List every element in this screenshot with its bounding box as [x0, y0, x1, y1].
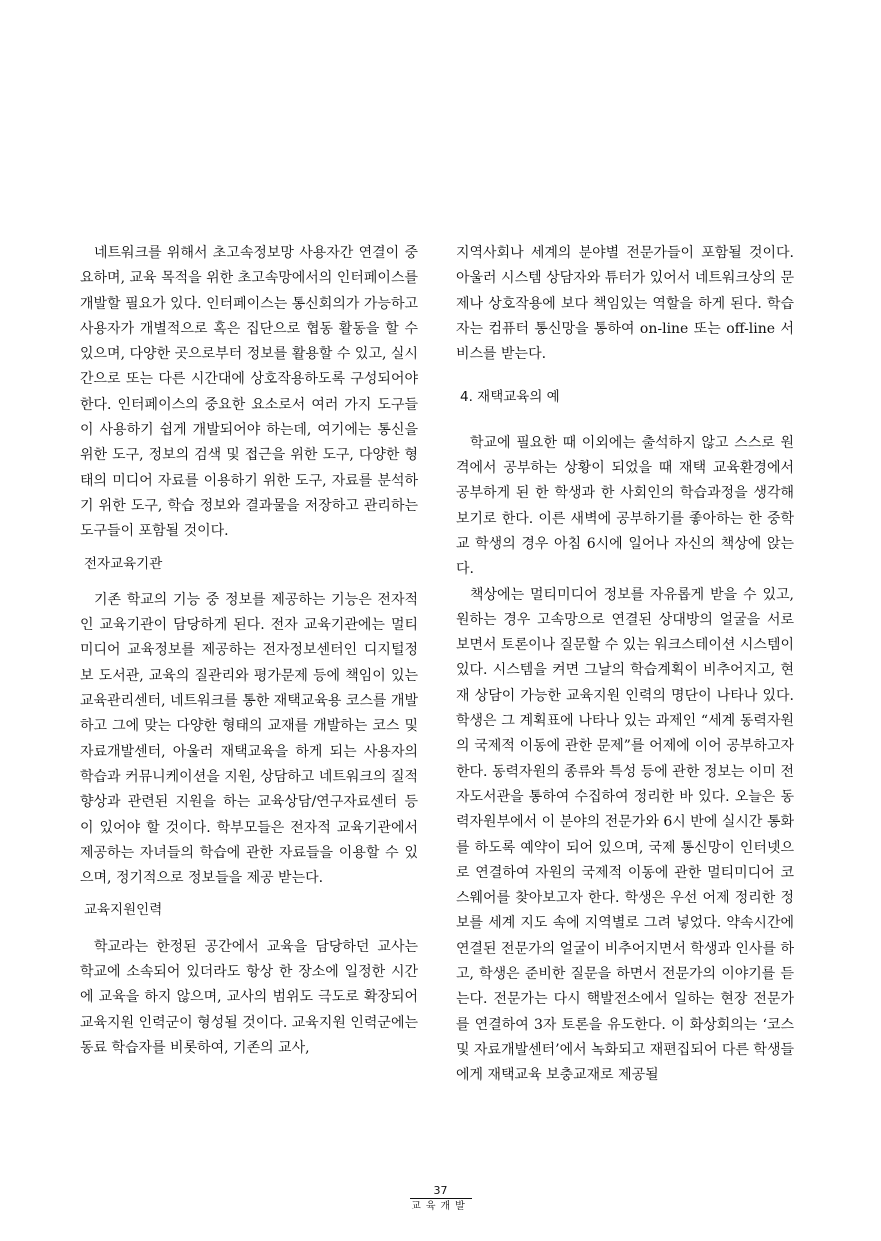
- footer-rule: [410, 1198, 472, 1199]
- journal-name: 교육개발: [411, 1201, 470, 1212]
- left-paragraph-2: 기존 학교의 기능 중 정보를 제공하는 기능은 전자적인 교육기관이 담당하게 된다. 전자 교육기관에는 멀티미디어 교육정보를 제공하는 전자정보센터인 디지털정보 도서관, 교육의 질관리와 평가문제 등에 책임이 있는 교육관리센터, 네트워크를 통한 재택교육용 코스를 개발하고 그에 맞는 다양한 형태의 교재를 개발하는 코스 및 자료개발센터, 아울러 재택교육을 하게 되는 사용자의 학습과 커뮤니케이션을 지원, 상담하고 네트워크의 질적 향상과 관련된 지원을 하는 교육상담/연구자료센터 등이 있어야 할 것이다. 학부모들은 전자적 교육기관에서 제공하는 자녀들의 학습에 관한 자료들을 이용할 수 있으며, 정기적으로 정보들을 제공 받는다.: [80, 591, 418, 887]
- right-paragraph-3: 책상에는 멀티미디어 정보를 자유롭게 받을 수 있고, 원하는 경우 고속망으로 연결된 상대방의 얼굴을 서로 보면서 토론이나 질문할 수 있는 워크스테이션 시스템이 있다. 시스템을 켜면 그날의 학습계획이 비추어지고, 현재 상담이 가능한 교육지원 인력의 명단이 나타나 있다. 학생은 그 계획표에 나타나 있는 과제인 “세계 동력자원의 국제적 이동에 관한 문제”를 어제에 이어 공부하고자 한다. 동력자원의 종류와 특성 등에 관한 정보는 이미 전자도서관을 통하여 수집하여 정리한 바 있다. 오늘은 동력자원부에서 이 분야의 전문가와 6시 반에 실시간 통화를 하도록 예약이 되어 있으며, 국제 통신망이 인터넷으로 연결하여 자원의 국제적 이동에 관한 멀티미디어 코스웨어를 찾아보고자 한다. 학생은 우선 어제 정리한 정보를 세계 지도 속에 지역별로 그려 넣었다. 약속시간에 연결된 전문가의 얼굴이 비추어지면서 학생과 인사를 하고, 학생은 준비한 질문을 하면서 전문가의 이야기를 듣는다. 전문가는 다시 핵발전소에서 일하는 현장 전문가를 연결하여 3자 토론을 유도한다. 이 화상회의는 ‘코스 및 자료개발센터’에서 녹화되고 재편집되어 다른 학생들에게 재택교육 보충교재로 제공될: [456, 586, 794, 1084]
- section-heading-home-education-example: 4. 재택교육의 예: [460, 389, 560, 406]
- right-column: [456, 241, 794, 1089]
- section-heading-support-staff: 교육지원인력: [84, 902, 163, 919]
- page-footer: [0, 1184, 881, 1213]
- left-paragraph-3: 학교라는 한정된 공간에서 교육을 담당하던 교사는 학교에 소속되어 있더라도 항상 한 장소에 일정한 시간에 교육을 하지 않으며, 교사의 범위도 극도로 확장되어 교육지원 인력군이 형성될 것이다. 교육지원 인력군에는 동료 학습자를 비롯하여, 기존의 교사,: [80, 938, 418, 1056]
- left-paragraph-1: 네트워크를 위해서 초고속정보망 사용자간 연결이 중요하며, 교육 목적을 위한 초고속망에서의 인터페이스를 개발할 필요가 있다. 인터페이스는 통신회의가 가능하고 사용자가 개별적으로 혹은 집단으로 협동 활동을 할 수 있으며, 다양한 곳으로부터 정보를 활용할 수 있고, 실시간으로 또는 다른 시간대에 상호작용하도록 구성되어야 한다. 인터페이스의 중요한 요소로서 여러 가지 도구들이 사용하기 쉽게 개발되어야 하는데, 여기에는 통신을 위한 도구, 정보의 검색 및 접근을 위한 도구, 다양한 형태의 미디어 자료를 이용하기 위한 도구, 자료를 분석하기 위한 도구, 학습 정보와 결과물을 저장하고 관리하는 도구들이 포함될 것이다.: [80, 245, 418, 540]
- right-paragraph-1: 지역사회나 세계의 분야별 전문가들이 포함될 것이다. 아울러 시스템 상담자와 튜터가 있어서 네트워크상의 문제나 상호작용에 보다 책임있는 역할을 하게 된다. 학습자는 컴퓨터 통신망을 통하여 on-line 또는 off-line 서비스를 받는다.: [456, 245, 794, 363]
- left-column: [80, 241, 418, 1061]
- right-paragraph-2: 학교에 필요한 때 이외에는 출석하지 않고 스스로 원격에서 공부하는 상황이 되었을 때 재택 교육환경에서 공부하게 된 한 학생과 한 사회인의 학습과정을 생각해 보기로 한다. 이른 새벽에 공부하기를 좋아하는 한 중학교 학생의 경우 아침 6시에 일어나 자신의 책상에 앉는다.: [456, 434, 794, 578]
- section-heading-electronic-institution: 전자교육기관: [84, 555, 163, 572]
- page-number: 37: [433, 1184, 448, 1197]
